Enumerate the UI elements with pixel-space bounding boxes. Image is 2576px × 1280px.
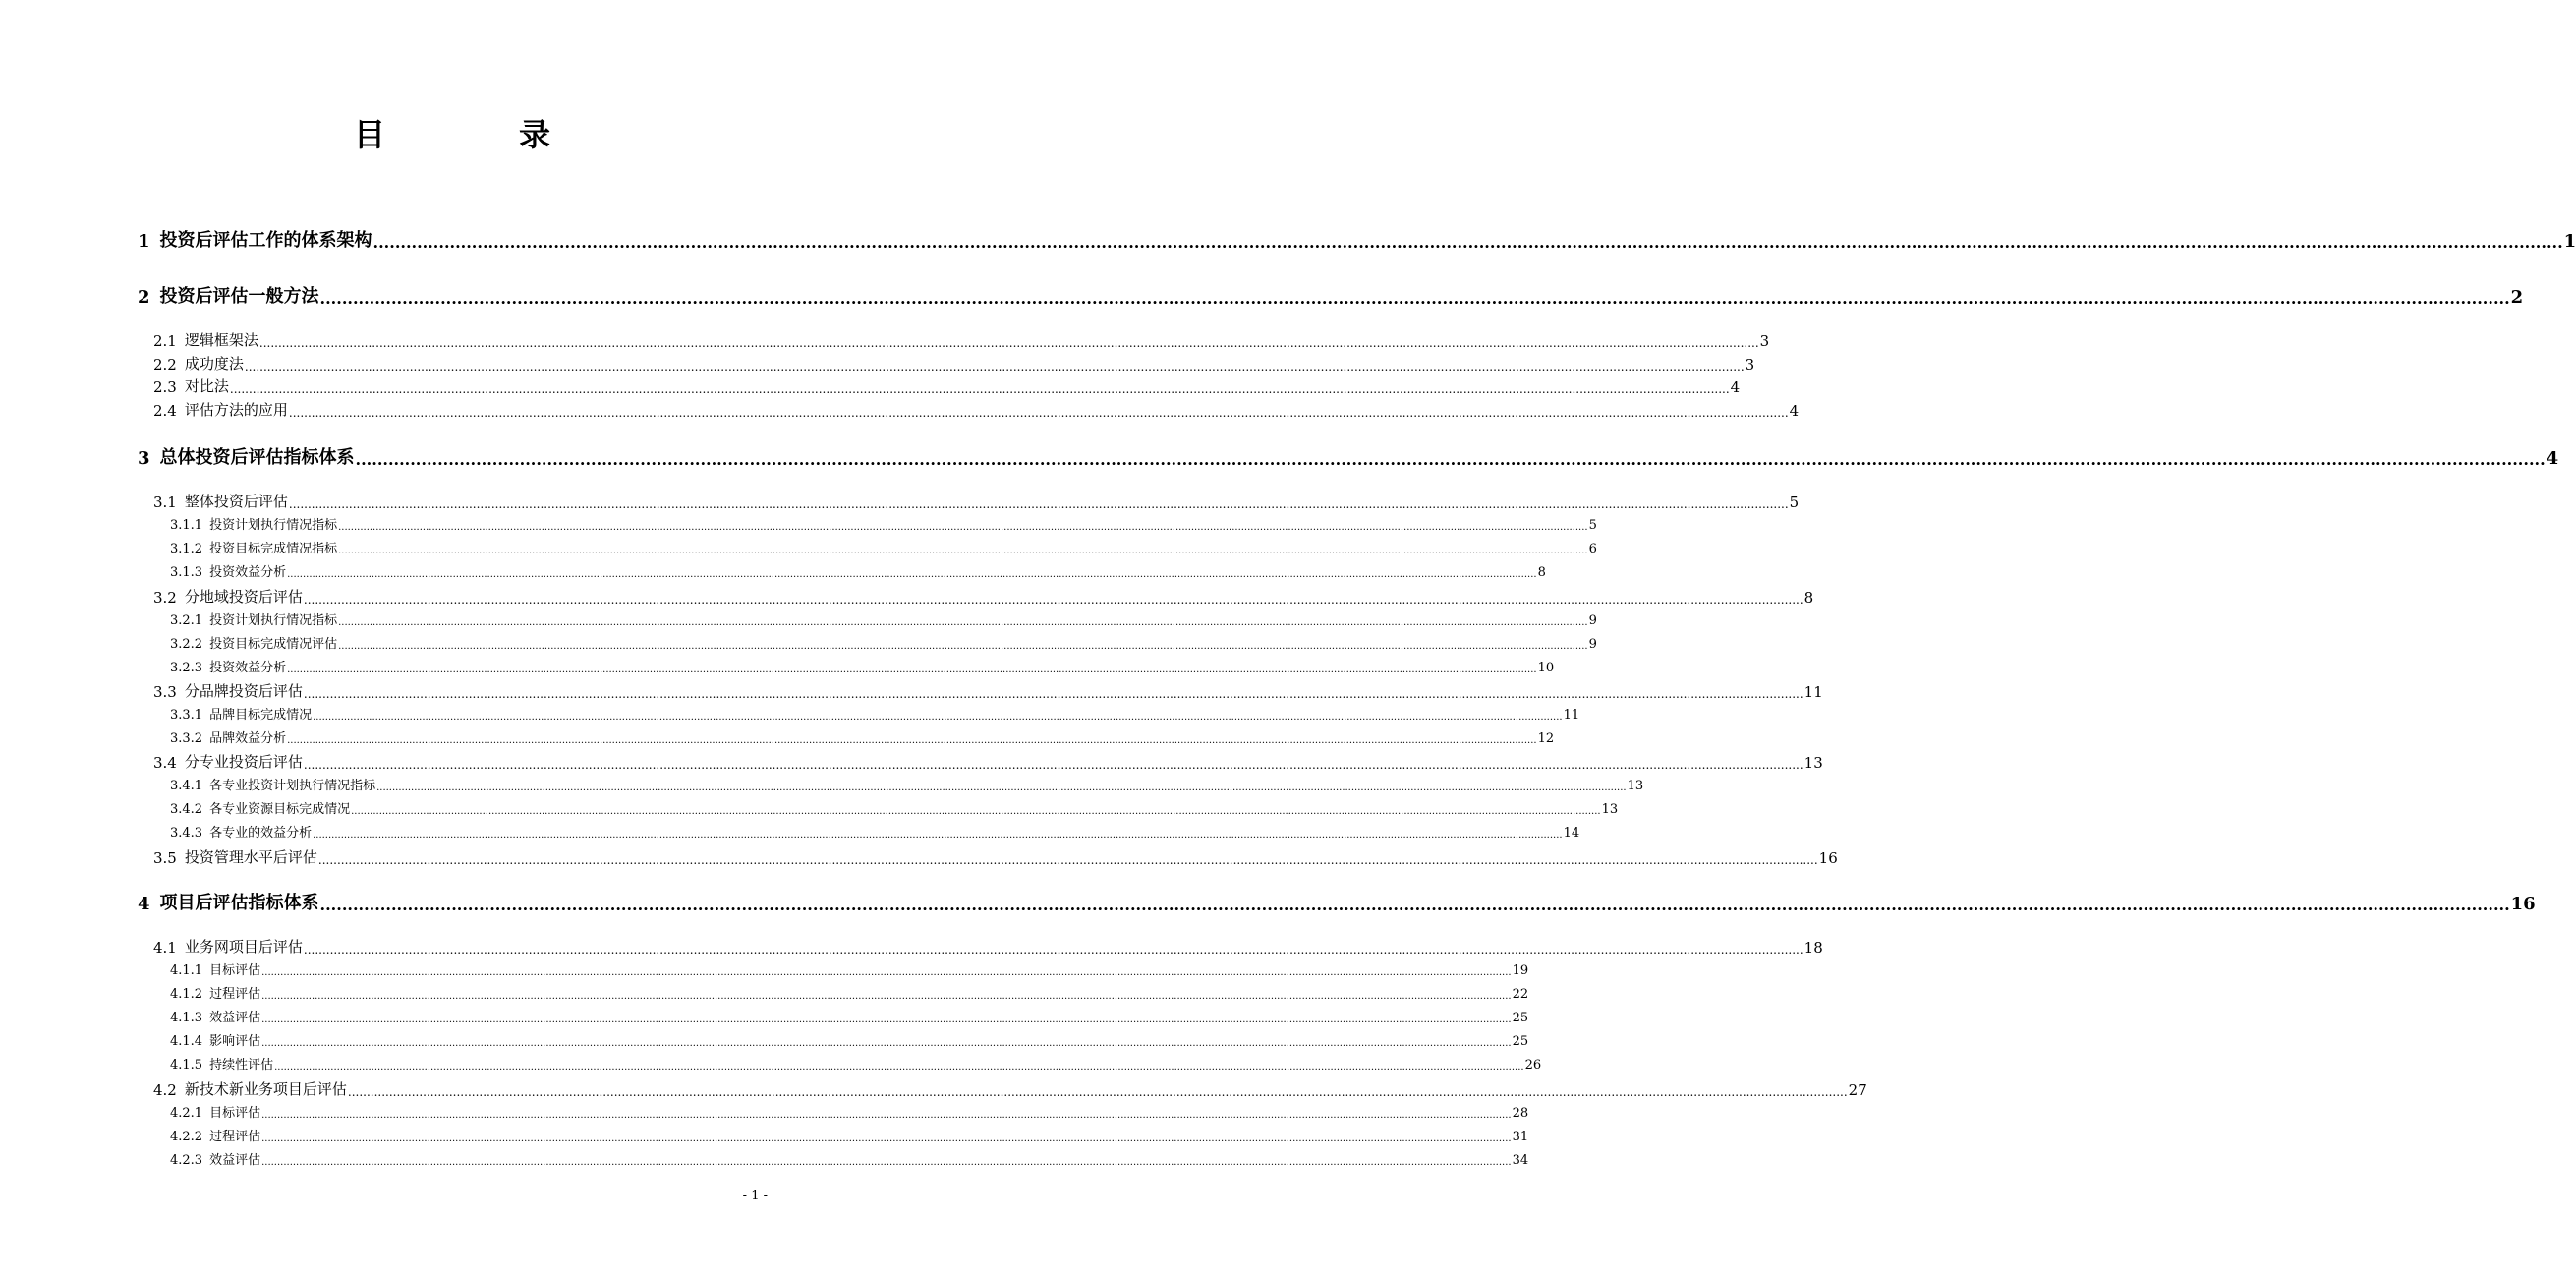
- toc-entry-page: 27: [1848, 1081, 1867, 1099]
- toc-leader-dots: ................................................................................................................................................................................................................................................................................................................................................................................................................: [261, 991, 1512, 1002]
- toc-entry-number: 2.1: [153, 332, 177, 350]
- toc-entry-page: 3: [1759, 332, 1770, 350]
- toc-entry-page: 25: [1512, 1011, 1529, 1025]
- toc-entry[interactable]: [170, 821, 1580, 841]
- toc-entry-page: 31: [1512, 1130, 1529, 1144]
- toc-entry-number: 2: [138, 287, 150, 308]
- toc-entry-title: 投资后评估一般方法: [159, 286, 319, 307]
- toc-entry-number: 3.3.2: [170, 731, 203, 746]
- toc-entry[interactable]: [153, 490, 1800, 511]
- toc-leader-dots: ................................................................................................................................................................................................................................................................................................................................................................................................................: [376, 783, 1627, 793]
- toc-entry[interactable]: [153, 352, 1755, 374]
- toc-entry-number: 3.1.3: [170, 565, 203, 580]
- toc-entry[interactable]: [170, 1053, 1542, 1073]
- toc-entry-number: 3.4.2: [170, 802, 203, 817]
- toc-entry-page: 2: [2510, 287, 2524, 308]
- toc-entry-title: 投资目标完成情况指标: [209, 542, 338, 556]
- toc-leader-dots: ................................................................................................................................................................................................................................................................................................................................................................................................................: [319, 896, 2510, 914]
- toc-leader-dots: ................................................................................................................................................................................................................................................................................................................................................................................................................: [313, 712, 1563, 723]
- toc-entry-page: 14: [1563, 826, 1580, 841]
- toc-entry-number: 4.1.2: [170, 987, 203, 1002]
- toc-entry-number: 4.2.2: [170, 1130, 203, 1144]
- toc-entry-number: 2.2: [153, 356, 177, 374]
- toc-leader-dots: ................................................................................................................................................................................................................................................................................................................................................................................................................: [303, 593, 1803, 607]
- toc-entry[interactable]: [153, 1077, 1867, 1099]
- toc-entry[interactable]: [153, 845, 1838, 867]
- toc-leader-dots: ................................................................................................................................................................................................................................................................................................................................................................................................................: [303, 687, 1803, 701]
- toc-entry-page: 4: [2546, 448, 2559, 469]
- toc-entry-title: 效益评估: [209, 1011, 261, 1025]
- toc-entry[interactable]: [170, 727, 1555, 746]
- toc-entry-number: 3.3: [153, 683, 177, 701]
- toc-entry[interactable]: [170, 1125, 1529, 1144]
- toc-entry[interactable]: [170, 703, 1580, 723]
- toc-entry-number: 2.3: [153, 378, 177, 396]
- toc-entry-number: 3.2: [153, 589, 177, 607]
- toc-entry-number: 3.1: [153, 494, 177, 511]
- toc-entry-page: 13: [1627, 779, 1644, 793]
- toc-leader-dots: ................................................................................................................................................................................................................................................................................................................................................................................................................: [261, 1038, 1512, 1049]
- toc-entry[interactable]: [170, 959, 1529, 978]
- toc-entry[interactable]: [170, 1101, 1529, 1121]
- toc-entry[interactable]: [170, 656, 1555, 675]
- toc-entry-page: 9: [1588, 637, 1597, 652]
- toc-leader-dots: ................................................................................................................................................................................................................................................................................................................................................................................................................: [274, 1062, 1524, 1073]
- toc-entry-title: 品牌效益分析: [209, 731, 287, 746]
- toc-entry-title: 项目后评估指标体系: [159, 893, 319, 913]
- toc-entry-page: 16: [1818, 849, 1838, 867]
- toc-entry-title: 整体投资后评估: [184, 493, 288, 510]
- toc-entry-number: 3: [138, 448, 150, 469]
- toc-entry-number: 3.2.1: [170, 613, 203, 628]
- toc-entry-page: 18: [1803, 939, 1823, 957]
- toc-leader-dots: ................................................................................................................................................................................................................................................................................................................................................................................................................: [317, 853, 1818, 867]
- toc-entry-page: 28: [1512, 1106, 1529, 1121]
- toc-leader-dots: ................................................................................................................................................................................................................................................................................................................................................................................................................: [319, 289, 2510, 308]
- toc-entry-number: 3.1.1: [170, 518, 203, 533]
- toc-entry[interactable]: [138, 889, 2536, 914]
- toc-entry-title: 成功度法: [184, 355, 244, 373]
- toc-leader-dots: ................................................................................................................................................................................................................................................................................................................................................................................................................: [261, 967, 1512, 978]
- toc-entry-number: 3.4.3: [170, 826, 203, 841]
- toc-entry-number: 4.1.1: [170, 963, 203, 978]
- toc-leader-dots: ................................................................................................................................................................................................................................................................................................................................................................................................................: [258, 336, 1759, 350]
- toc-leader-dots: ................................................................................................................................................................................................................................................................................................................................................................................................................: [372, 233, 2563, 252]
- toc-leader-dots: ................................................................................................................................................................................................................................................................................................................................................................................................................: [244, 360, 1745, 374]
- toc-leader-dots: ................................................................................................................................................................................................................................................................................................................................................................................................................: [287, 569, 1537, 580]
- toc-entry-page: 22: [1512, 987, 1529, 1002]
- toc-entry-page: 8: [1803, 589, 1814, 607]
- toc-entry-title: 各专业投资计划执行情况指标: [209, 779, 376, 793]
- toc-leader-dots: ................................................................................................................................................................................................................................................................................................................................................................................................................: [351, 806, 1601, 817]
- toc-entry-title: 各专业的效益分析: [209, 826, 313, 841]
- page-title: 目 录: [353, 116, 601, 153]
- toc-entry-number: 4.2: [153, 1081, 177, 1099]
- toc-leader-dots: ................................................................................................................................................................................................................................................................................................................................................................................................................: [288, 406, 1789, 420]
- toc-entry-number: 3.5: [153, 849, 177, 867]
- toc-entry[interactable]: [170, 1029, 1529, 1049]
- toc-entry-page: 10: [1537, 661, 1555, 675]
- toc-entry[interactable]: [153, 750, 1823, 772]
- toc-entry[interactable]: [170, 774, 1644, 793]
- toc-entry-number: 3.4.1: [170, 779, 203, 793]
- toc-leader-dots: ................................................................................................................................................................................................................................................................................................................................................................................................................: [261, 1157, 1512, 1168]
- toc-entry[interactable]: [153, 585, 1814, 607]
- toc-entry[interactable]: [170, 513, 1597, 533]
- toc-entry[interactable]: [170, 609, 1597, 628]
- toc-entry-title: 分地域投资后评估: [184, 588, 303, 606]
- toc-entry-page: 19: [1512, 963, 1529, 978]
- toc-entry-page: 34: [1512, 1153, 1529, 1168]
- toc-entry-number: 3.1.2: [170, 542, 203, 556]
- toc-leader-dots: ................................................................................................................................................................................................................................................................................................................................................................................................................: [338, 617, 1588, 628]
- toc-entry-page: 5: [1789, 494, 1800, 511]
- toc-entry-page: 9: [1588, 613, 1597, 628]
- toc-entry[interactable]: [153, 679, 1823, 701]
- toc-entry[interactable]: [153, 375, 1741, 396]
- toc-entry-title: 投资效益分析: [209, 565, 287, 580]
- toc-entry-page: 3: [1745, 356, 1755, 374]
- toc-entry-number: 4.2.3: [170, 1153, 203, 1168]
- toc-entry-page: 8: [1537, 565, 1546, 580]
- toc-entry-page: 13: [1601, 802, 1619, 817]
- toc-entry-title: 逻辑框架法: [184, 331, 258, 349]
- toc-entry-number: 1: [138, 231, 150, 252]
- toc-entry[interactable]: [170, 1148, 1529, 1168]
- toc-entry-title: 投资效益分析: [209, 661, 287, 675]
- toc-entry[interactable]: [170, 1006, 1529, 1025]
- toc-entry-title: 投资目标完成情况评估: [209, 637, 338, 652]
- toc-leader-dots: ................................................................................................................................................................................................................................................................................................................................................................................................................: [287, 735, 1537, 746]
- toc-leader-dots: ................................................................................................................................................................................................................................................................................................................................................................................................................: [303, 943, 1803, 957]
- toc-entry-number: 4.1.4: [170, 1034, 203, 1049]
- toc-entry-page: 6: [1588, 542, 1597, 556]
- toc-entry[interactable]: [170, 797, 1619, 817]
- toc-leader-dots: ................................................................................................................................................................................................................................................................................................................................................................................................................: [338, 522, 1588, 533]
- toc-entry[interactable]: [153, 398, 1800, 420]
- toc-entry-title: 投资后评估工作的体系架构: [159, 230, 372, 251]
- toc-entry-page: 5: [1588, 518, 1597, 533]
- toc-entry-number: 4.1.3: [170, 1011, 203, 1025]
- toc-entry[interactable]: [138, 226, 2576, 252]
- toc-entry-page: 4: [1730, 378, 1741, 396]
- toc-leader-dots: ................................................................................................................................................................................................................................................................................................................................................................................................................: [347, 1085, 1848, 1099]
- toc-entry-title: 影响评估: [209, 1034, 261, 1049]
- toc-entry[interactable]: [170, 632, 1597, 652]
- toc-leader-dots: ................................................................................................................................................................................................................................................................................................................................................................................................................: [288, 497, 1789, 511]
- toc-leader-dots: ................................................................................................................................................................................................................................................................................................................................................................................................................: [287, 665, 1537, 675]
- toc-leader-dots: ................................................................................................................................................................................................................................................................................................................................................................................................................: [338, 641, 1588, 652]
- toc-entry-number: 3.3.1: [170, 708, 203, 723]
- toc-entry-title: 品牌目标完成情况: [209, 708, 313, 723]
- toc-entry-number: 4.2.1: [170, 1106, 203, 1121]
- toc-entry[interactable]: [138, 443, 2559, 469]
- page-number: - 1 -: [742, 1189, 768, 1203]
- toc-entry[interactable]: [138, 282, 2524, 308]
- toc-entry-title: 业务网项目后评估: [184, 938, 303, 956]
- toc-entry-number: 2.4: [153, 402, 177, 420]
- toc-entry-page: 16: [2510, 894, 2536, 914]
- toc-entry-title: 效益评估: [209, 1153, 261, 1168]
- toc-leader-dots: ................................................................................................................................................................................................................................................................................................................................................................................................................: [229, 382, 1730, 396]
- toc-entry-title: 过程评估: [209, 987, 261, 1002]
- toc-entry-page: 25: [1512, 1034, 1529, 1049]
- toc-entry-title: 投资计划执行情况指标: [209, 518, 338, 533]
- toc-entry-title: 过程评估: [209, 1130, 261, 1144]
- toc-entry-page: 12: [1537, 731, 1555, 746]
- toc-entry-page: 11: [1803, 683, 1823, 701]
- toc-entry[interactable]: [153, 935, 1823, 957]
- toc-entry[interactable]: [153, 328, 1770, 350]
- toc-leader-dots: ................................................................................................................................................................................................................................................................................................................................................................................................................: [261, 1134, 1512, 1144]
- toc-entry-title: 目标评估: [209, 963, 261, 978]
- toc-entry-page: 4: [1789, 402, 1800, 420]
- toc-entry-title: 分专业投资后评估: [184, 753, 303, 771]
- toc-entry-title: 各专业资源目标完成情况: [209, 802, 351, 817]
- toc-entry-number: 4.1: [153, 939, 177, 957]
- toc-entry-title: 目标评估: [209, 1106, 261, 1121]
- toc-entry-title: 总体投资后评估指标体系: [159, 447, 355, 468]
- toc-entry-title: 新技术新业务项目后评估: [184, 1080, 347, 1098]
- toc-entry[interactable]: [170, 537, 1597, 556]
- toc-entry[interactable]: [170, 560, 1546, 580]
- toc-entry-number: 4: [138, 894, 150, 914]
- toc-entry-title: 分品牌投资后评估: [184, 682, 303, 700]
- toc-entry-number: 3.2.3: [170, 661, 203, 675]
- toc-entry-title: 投资管理水平后评估: [184, 848, 317, 866]
- toc-entry-title: 持续性评估: [209, 1058, 274, 1073]
- toc-leader-dots: ................................................................................................................................................................................................................................................................................................................................................................................................................: [355, 450, 2546, 469]
- toc-entry-page: 1: [2563, 231, 2576, 252]
- toc-entry-title: 投资计划执行情况指标: [209, 613, 338, 628]
- toc-leader-dots: ................................................................................................................................................................................................................................................................................................................................................................................................................: [313, 830, 1563, 841]
- toc-entry-page: 13: [1803, 754, 1823, 772]
- toc-entry-number: 3.4: [153, 754, 177, 772]
- toc-entry-number: 3.2.2: [170, 637, 203, 652]
- toc-entry-title: 评估方法的应用: [184, 401, 288, 419]
- toc-entry-page: 11: [1563, 708, 1580, 723]
- toc-leader-dots: ................................................................................................................................................................................................................................................................................................................................................................................................................: [338, 546, 1588, 556]
- toc-entry-number: 4.1.5: [170, 1058, 203, 1073]
- toc-entry-page: 26: [1524, 1058, 1542, 1073]
- toc-entry-title: 对比法: [184, 378, 229, 395]
- toc-leader-dots: ................................................................................................................................................................................................................................................................................................................................................................................................................: [261, 1015, 1512, 1025]
- toc-entry[interactable]: [170, 982, 1529, 1002]
- toc-leader-dots: ................................................................................................................................................................................................................................................................................................................................................................................................................: [303, 758, 1803, 772]
- toc-leader-dots: ................................................................................................................................................................................................................................................................................................................................................................................................................: [261, 1110, 1512, 1121]
